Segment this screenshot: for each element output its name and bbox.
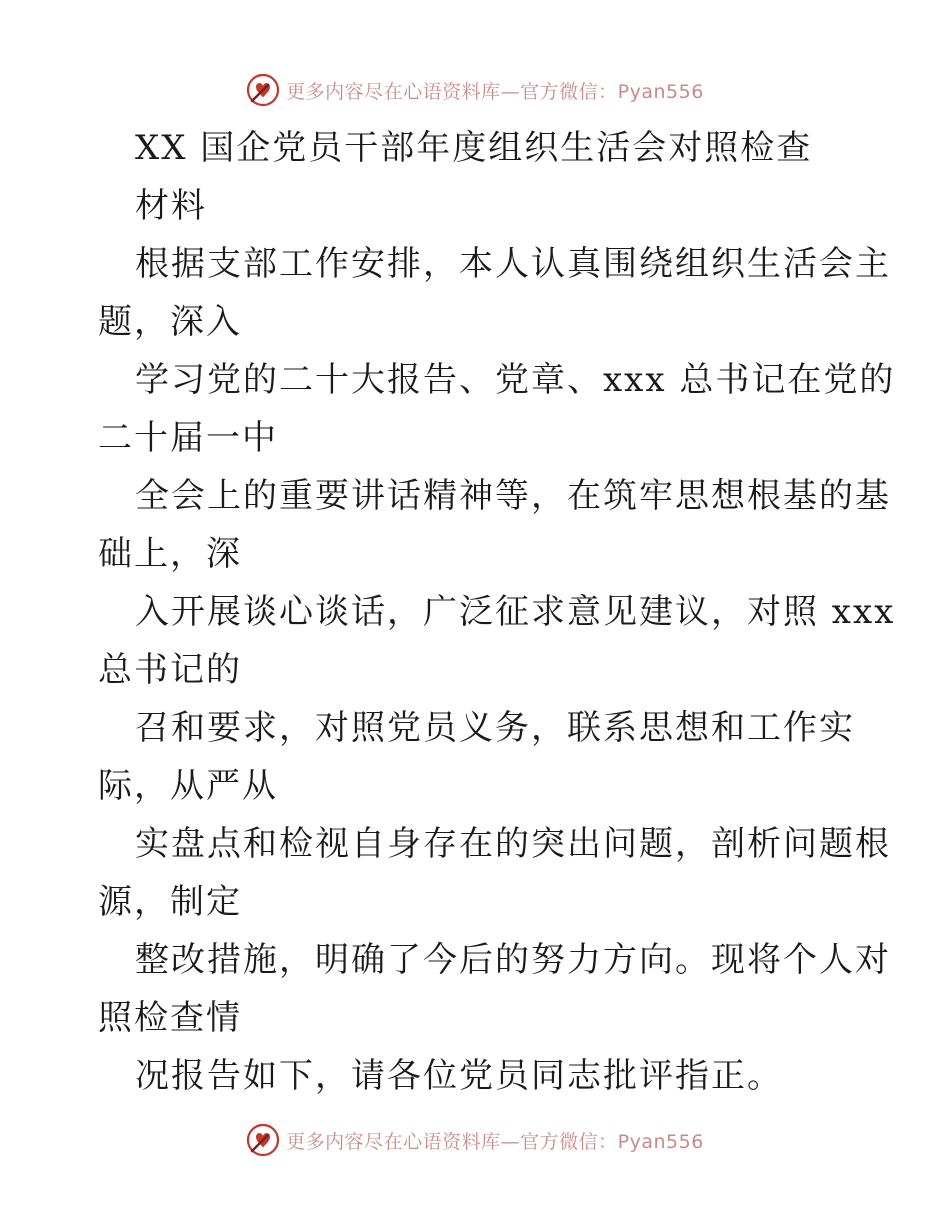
paragraph-line: 二十届一中 (98, 418, 278, 458)
paragraph-line: 源，制定 (98, 882, 242, 922)
watermark-text: 更多内容尽在心语资料库—官方微信：Pyan556 (286, 1130, 704, 1153)
paragraph-line: 际，从严从 (98, 766, 278, 806)
wechat-id: Pyan556 (617, 80, 704, 103)
heart-pen-logo-icon (246, 1123, 280, 1157)
paragraph-line: 召和要求，对照党员义务，联系思想和工作实 (135, 708, 855, 748)
watermark-text: 更多内容尽在心语资料库—官方微信：Pyan556 (286, 80, 704, 103)
paragraph-line: 根据支部工作安排，本人认真围绕组织生活会主 (135, 244, 891, 284)
paragraph-line: 照检查情 (98, 998, 242, 1038)
document-title-line-1: XX 国企党员干部年度组织生活会对照检查 (135, 128, 813, 168)
watermark-banner-top (0, 70, 950, 110)
paragraph-line: 础上，深 (98, 534, 242, 574)
paragraph-line: 题，深入 (98, 302, 242, 342)
paragraph-line: 况报告如下，请各位党员同志批评指正。 (135, 1056, 783, 1096)
document-title-line-2: 材料 (135, 186, 207, 226)
paragraph-line: 入开展谈心谈话，广泛征求意见建议，对照 xxx (135, 592, 896, 632)
paragraph-line: 整改措施，明确了今后的努力方向。现将个人对 (135, 940, 891, 980)
paragraph-line: 总书记的 (98, 650, 242, 690)
wechat-id: Pyan556 (617, 1130, 704, 1153)
heart-pen-logo-icon (246, 73, 280, 107)
paragraph-line: 学习党的二十大报告、党章、xxx 总书记在党的 (135, 360, 896, 400)
paragraph-line: 全会上的重要讲话精神等，在筑牢思想根基的基 (135, 476, 891, 516)
paragraph-line: 实盘点和检视自身存在的突出问题，剖析问题根 (135, 824, 891, 864)
watermark-banner-bottom (0, 1120, 950, 1160)
